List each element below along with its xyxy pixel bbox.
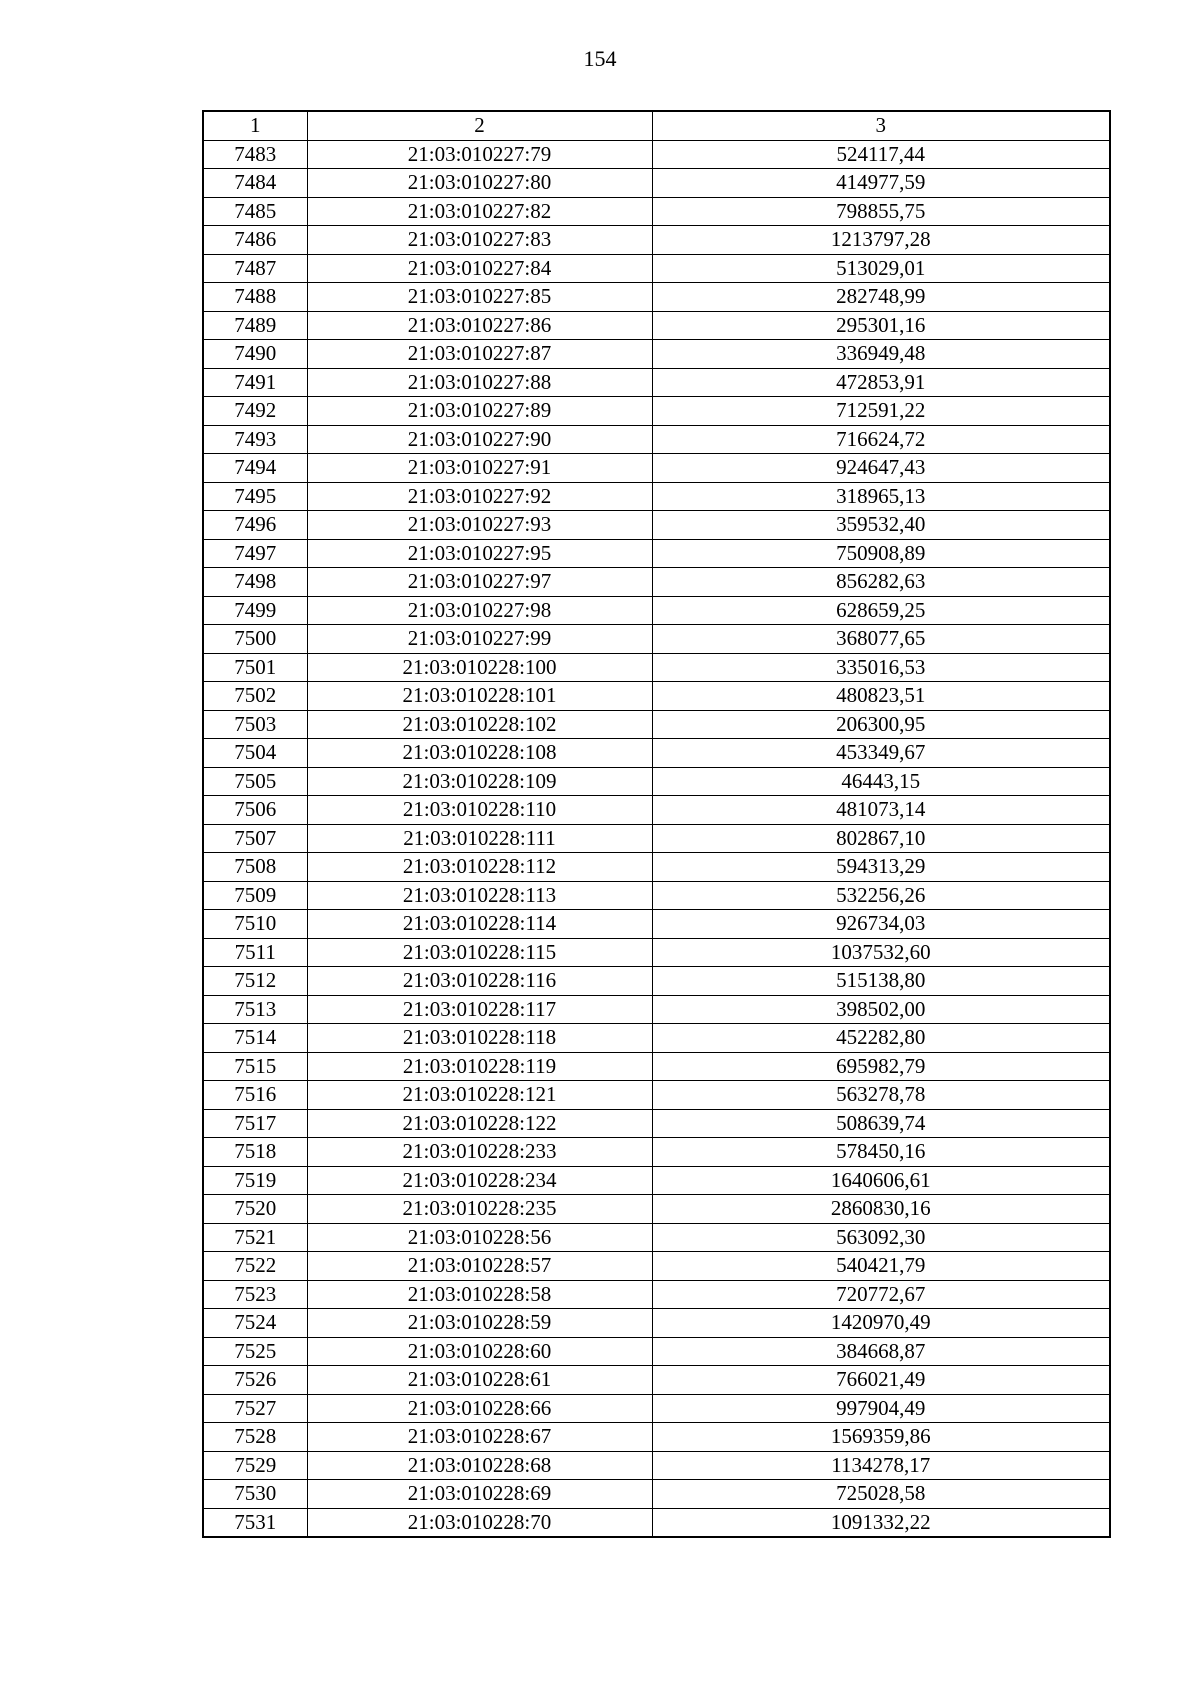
table-row	[203, 340, 1110, 369]
row-number-cell: 7488	[203, 283, 307, 312]
value-cell: 578450,16	[652, 1138, 1110, 1167]
row-number-cell: 7497	[203, 539, 307, 568]
table-row	[203, 425, 1110, 454]
table-row	[203, 1252, 1110, 1281]
table-row	[203, 568, 1110, 597]
table-row	[203, 910, 1110, 939]
cadastral-number-cell: 21:03:010227:99	[307, 625, 652, 654]
table-row	[203, 853, 1110, 882]
value-cell: 532256,26	[652, 881, 1110, 910]
value-cell: 802867,10	[652, 824, 1110, 853]
table-row	[203, 1508, 1110, 1537]
table-row	[203, 1223, 1110, 1252]
value-cell: 414977,59	[652, 169, 1110, 198]
table-row	[203, 710, 1110, 739]
cadastral-number-cell: 21:03:010228:233	[307, 1138, 652, 1167]
value-cell: 750908,89	[652, 539, 1110, 568]
row-number-cell: 7527	[203, 1394, 307, 1423]
value-cell: 515138,80	[652, 967, 1110, 996]
cadastral-number-cell: 21:03:010227:91	[307, 454, 652, 483]
row-number-cell: 7520	[203, 1195, 307, 1224]
table-row	[203, 368, 1110, 397]
cadastral-number-cell: 21:03:010228:234	[307, 1166, 652, 1195]
cadastral-number-cell: 21:03:010228:113	[307, 881, 652, 910]
value-cell: 1420970,49	[652, 1309, 1110, 1338]
row-number-cell: 7484	[203, 169, 307, 198]
cadastral-number-cell: 21:03:010228:66	[307, 1394, 652, 1423]
row-number-cell: 7511	[203, 938, 307, 967]
cadastral-number-cell: 21:03:010228:110	[307, 796, 652, 825]
value-cell: 318965,13	[652, 482, 1110, 511]
row-number-cell: 7518	[203, 1138, 307, 1167]
cadastral-number-cell: 21:03:010228:117	[307, 995, 652, 1024]
table-row	[203, 739, 1110, 768]
table-row	[203, 254, 1110, 283]
row-number-cell: 7510	[203, 910, 307, 939]
value-cell: 563092,30	[652, 1223, 1110, 1252]
table-row	[203, 1423, 1110, 1452]
value-cell: 46443,15	[652, 767, 1110, 796]
row-number-cell: 7499	[203, 596, 307, 625]
value-cell: 926734,03	[652, 910, 1110, 939]
value-cell: 720772,67	[652, 1280, 1110, 1309]
row-number-cell: 7512	[203, 967, 307, 996]
table-row	[203, 967, 1110, 996]
row-number-cell: 7515	[203, 1052, 307, 1081]
cadastral-number-cell: 21:03:010228:59	[307, 1309, 652, 1338]
cadastral-number-cell: 21:03:010228:109	[307, 767, 652, 796]
table-row	[203, 938, 1110, 967]
value-cell: 563278,78	[652, 1081, 1110, 1110]
cadastral-number-cell: 21:03:010228:69	[307, 1480, 652, 1509]
row-number-cell: 7492	[203, 397, 307, 426]
value-cell: 540421,79	[652, 1252, 1110, 1281]
cadastral-number-cell: 21:03:010227:83	[307, 226, 652, 255]
data-table	[202, 110, 1111, 1538]
cadastral-number-cell: 21:03:010228:100	[307, 653, 652, 682]
value-cell: 1640606,61	[652, 1166, 1110, 1195]
cadastral-number-cell: 21:03:010228:102	[307, 710, 652, 739]
cadastral-number-cell: 21:03:010228:118	[307, 1024, 652, 1053]
cadastral-number-cell: 21:03:010228:115	[307, 938, 652, 967]
cadastral-number-cell: 21:03:010228:235	[307, 1195, 652, 1224]
row-number-cell: 7486	[203, 226, 307, 255]
row-number-cell: 7503	[203, 710, 307, 739]
value-cell: 695982,79	[652, 1052, 1110, 1081]
row-number-cell: 7517	[203, 1109, 307, 1138]
row-number-cell: 7514	[203, 1024, 307, 1053]
cadastral-number-cell: 21:03:010227:89	[307, 397, 652, 426]
value-cell: 513029,01	[652, 254, 1110, 283]
value-cell: 1091332,22	[652, 1508, 1110, 1537]
value-cell: 336949,48	[652, 340, 1110, 369]
row-number-cell: 7483	[203, 140, 307, 169]
row-number-cell: 7495	[203, 482, 307, 511]
row-number-cell: 7485	[203, 197, 307, 226]
row-number-cell: 7498	[203, 568, 307, 597]
table-row	[203, 1366, 1110, 1395]
value-cell: 716624,72	[652, 425, 1110, 454]
value-cell: 2860830,16	[652, 1195, 1110, 1224]
row-number-cell: 7501	[203, 653, 307, 682]
value-cell: 452282,80	[652, 1024, 1110, 1053]
value-cell: 1134278,17	[652, 1451, 1110, 1480]
table-row	[203, 596, 1110, 625]
cadastral-number-cell: 21:03:010227:95	[307, 539, 652, 568]
row-number-cell: 7494	[203, 454, 307, 483]
cadastral-number-cell: 21:03:010227:87	[307, 340, 652, 369]
row-number-cell: 7530	[203, 1480, 307, 1509]
cadastral-number-cell: 21:03:010228:108	[307, 739, 652, 768]
row-number-cell: 7491	[203, 368, 307, 397]
table-row	[203, 539, 1110, 568]
value-cell: 725028,58	[652, 1480, 1110, 1509]
row-number-cell: 7489	[203, 311, 307, 340]
column-header-3: 3	[652, 111, 1110, 140]
table-row	[203, 767, 1110, 796]
row-number-cell: 7531	[203, 1508, 307, 1537]
value-cell: 798855,75	[652, 197, 1110, 226]
cadastral-number-cell: 21:03:010227:90	[307, 425, 652, 454]
row-number-cell: 7522	[203, 1252, 307, 1281]
cadastral-number-cell: 21:03:010228:56	[307, 1223, 652, 1252]
table-row	[203, 1309, 1110, 1338]
row-number-cell: 7508	[203, 853, 307, 882]
value-cell: 1037532,60	[652, 938, 1110, 967]
cadastral-number-cell: 21:03:010227:92	[307, 482, 652, 511]
cadastral-number-cell: 21:03:010228:111	[307, 824, 652, 853]
cadastral-number-cell: 21:03:010227:86	[307, 311, 652, 340]
value-cell: 766021,49	[652, 1366, 1110, 1395]
table-row	[203, 397, 1110, 426]
value-cell: 384668,87	[652, 1337, 1110, 1366]
table-row	[203, 881, 1110, 910]
cadastral-number-cell: 21:03:010227:88	[307, 368, 652, 397]
value-cell: 481073,14	[652, 796, 1110, 825]
page-number: 154	[583, 46, 617, 71]
table-row	[203, 1166, 1110, 1195]
table-row	[203, 311, 1110, 340]
value-cell: 480823,51	[652, 682, 1110, 711]
cadastral-number-cell: 21:03:010228:68	[307, 1451, 652, 1480]
cadastral-number-cell: 21:03:010227:82	[307, 197, 652, 226]
cadastral-number-cell: 21:03:010227:85	[307, 283, 652, 312]
value-cell: 368077,65	[652, 625, 1110, 654]
cadastral-number-cell: 21:03:010228:57	[307, 1252, 652, 1281]
table-row	[203, 1337, 1110, 1366]
table-row	[203, 140, 1110, 169]
row-number-cell: 7506	[203, 796, 307, 825]
cadastral-number-cell: 21:03:010228:101	[307, 682, 652, 711]
table-row	[203, 511, 1110, 540]
table-row	[203, 169, 1110, 198]
cadastral-number-cell: 21:03:010228:121	[307, 1081, 652, 1110]
table-row	[203, 1024, 1110, 1053]
value-cell: 997904,49	[652, 1394, 1110, 1423]
table-row	[203, 1109, 1110, 1138]
table-row	[203, 482, 1110, 511]
value-cell: 856282,63	[652, 568, 1110, 597]
cadastral-number-cell: 21:03:010227:84	[307, 254, 652, 283]
table-row	[203, 682, 1110, 711]
column-header-2: 2	[307, 111, 652, 140]
cadastral-number-cell: 21:03:010227:98	[307, 596, 652, 625]
row-number-cell: 7500	[203, 625, 307, 654]
table-row	[203, 1195, 1110, 1224]
row-number-cell: 7496	[203, 511, 307, 540]
cadastral-number-cell: 21:03:010228:70	[307, 1508, 652, 1537]
row-number-cell: 7487	[203, 254, 307, 283]
cadastral-number-cell: 21:03:010228:116	[307, 967, 652, 996]
row-number-cell: 7526	[203, 1366, 307, 1395]
value-cell: 282748,99	[652, 283, 1110, 312]
row-number-cell: 7523	[203, 1280, 307, 1309]
row-number-cell: 7519	[203, 1166, 307, 1195]
value-cell: 453349,67	[652, 739, 1110, 768]
cadastral-number-cell: 21:03:010228:112	[307, 853, 652, 882]
table-row	[203, 226, 1110, 255]
cadastral-number-cell: 21:03:010227:80	[307, 169, 652, 198]
table-row	[203, 283, 1110, 312]
cadastral-number-cell: 21:03:010228:119	[307, 1052, 652, 1081]
cadastral-number-cell: 21:03:010228:60	[307, 1337, 652, 1366]
value-cell: 335016,53	[652, 653, 1110, 682]
value-cell: 1569359,86	[652, 1423, 1110, 1452]
table-row	[203, 653, 1110, 682]
table-row	[203, 625, 1110, 654]
value-cell: 1213797,28	[652, 226, 1110, 255]
column-header-1: 1	[203, 111, 307, 140]
cadastral-number-cell: 21:03:010228:67	[307, 1423, 652, 1452]
value-cell: 712591,22	[652, 397, 1110, 426]
value-cell: 924647,43	[652, 454, 1110, 483]
cadastral-number-cell: 21:03:010228:114	[307, 910, 652, 939]
table-header-row	[203, 111, 1110, 140]
cadastral-number-cell: 21:03:010227:97	[307, 568, 652, 597]
table-row	[203, 197, 1110, 226]
value-cell: 508639,74	[652, 1109, 1110, 1138]
table-header	[203, 111, 1110, 140]
table-row	[203, 824, 1110, 853]
row-number-cell: 7507	[203, 824, 307, 853]
row-number-cell: 7524	[203, 1309, 307, 1338]
value-cell: 594313,29	[652, 853, 1110, 882]
row-number-cell: 7528	[203, 1423, 307, 1452]
row-number-cell: 7513	[203, 995, 307, 1024]
cadastral-number-cell: 21:03:010227:93	[307, 511, 652, 540]
value-cell: 524117,44	[652, 140, 1110, 169]
value-cell: 398502,00	[652, 995, 1110, 1024]
table-row	[203, 1081, 1110, 1110]
row-number-cell: 7516	[203, 1081, 307, 1110]
row-number-cell: 7502	[203, 682, 307, 711]
cadastral-number-cell: 21:03:010228:122	[307, 1109, 652, 1138]
cadastral-number-cell: 21:03:010228:61	[307, 1366, 652, 1395]
row-number-cell: 7529	[203, 1451, 307, 1480]
table-row	[203, 995, 1110, 1024]
table-body	[203, 140, 1110, 1537]
value-cell: 628659,25	[652, 596, 1110, 625]
row-number-cell: 7505	[203, 767, 307, 796]
table-row	[203, 1394, 1110, 1423]
table-row	[203, 1451, 1110, 1480]
table-row	[203, 1480, 1110, 1509]
table-row	[203, 1138, 1110, 1167]
value-cell: 359532,40	[652, 511, 1110, 540]
table-row	[203, 1280, 1110, 1309]
value-cell: 206300,95	[652, 710, 1110, 739]
table-row	[203, 796, 1110, 825]
table-row	[203, 454, 1110, 483]
cadastral-number-cell: 21:03:010228:58	[307, 1280, 652, 1309]
table-row	[203, 1052, 1110, 1081]
cadastral-number-cell: 21:03:010227:79	[307, 140, 652, 169]
value-cell: 295301,16	[652, 311, 1110, 340]
row-number-cell: 7504	[203, 739, 307, 768]
row-number-cell: 7521	[203, 1223, 307, 1252]
row-number-cell: 7509	[203, 881, 307, 910]
row-number-cell: 7493	[203, 425, 307, 454]
value-cell: 472853,91	[652, 368, 1110, 397]
row-number-cell: 7490	[203, 340, 307, 369]
row-number-cell: 7525	[203, 1337, 307, 1366]
